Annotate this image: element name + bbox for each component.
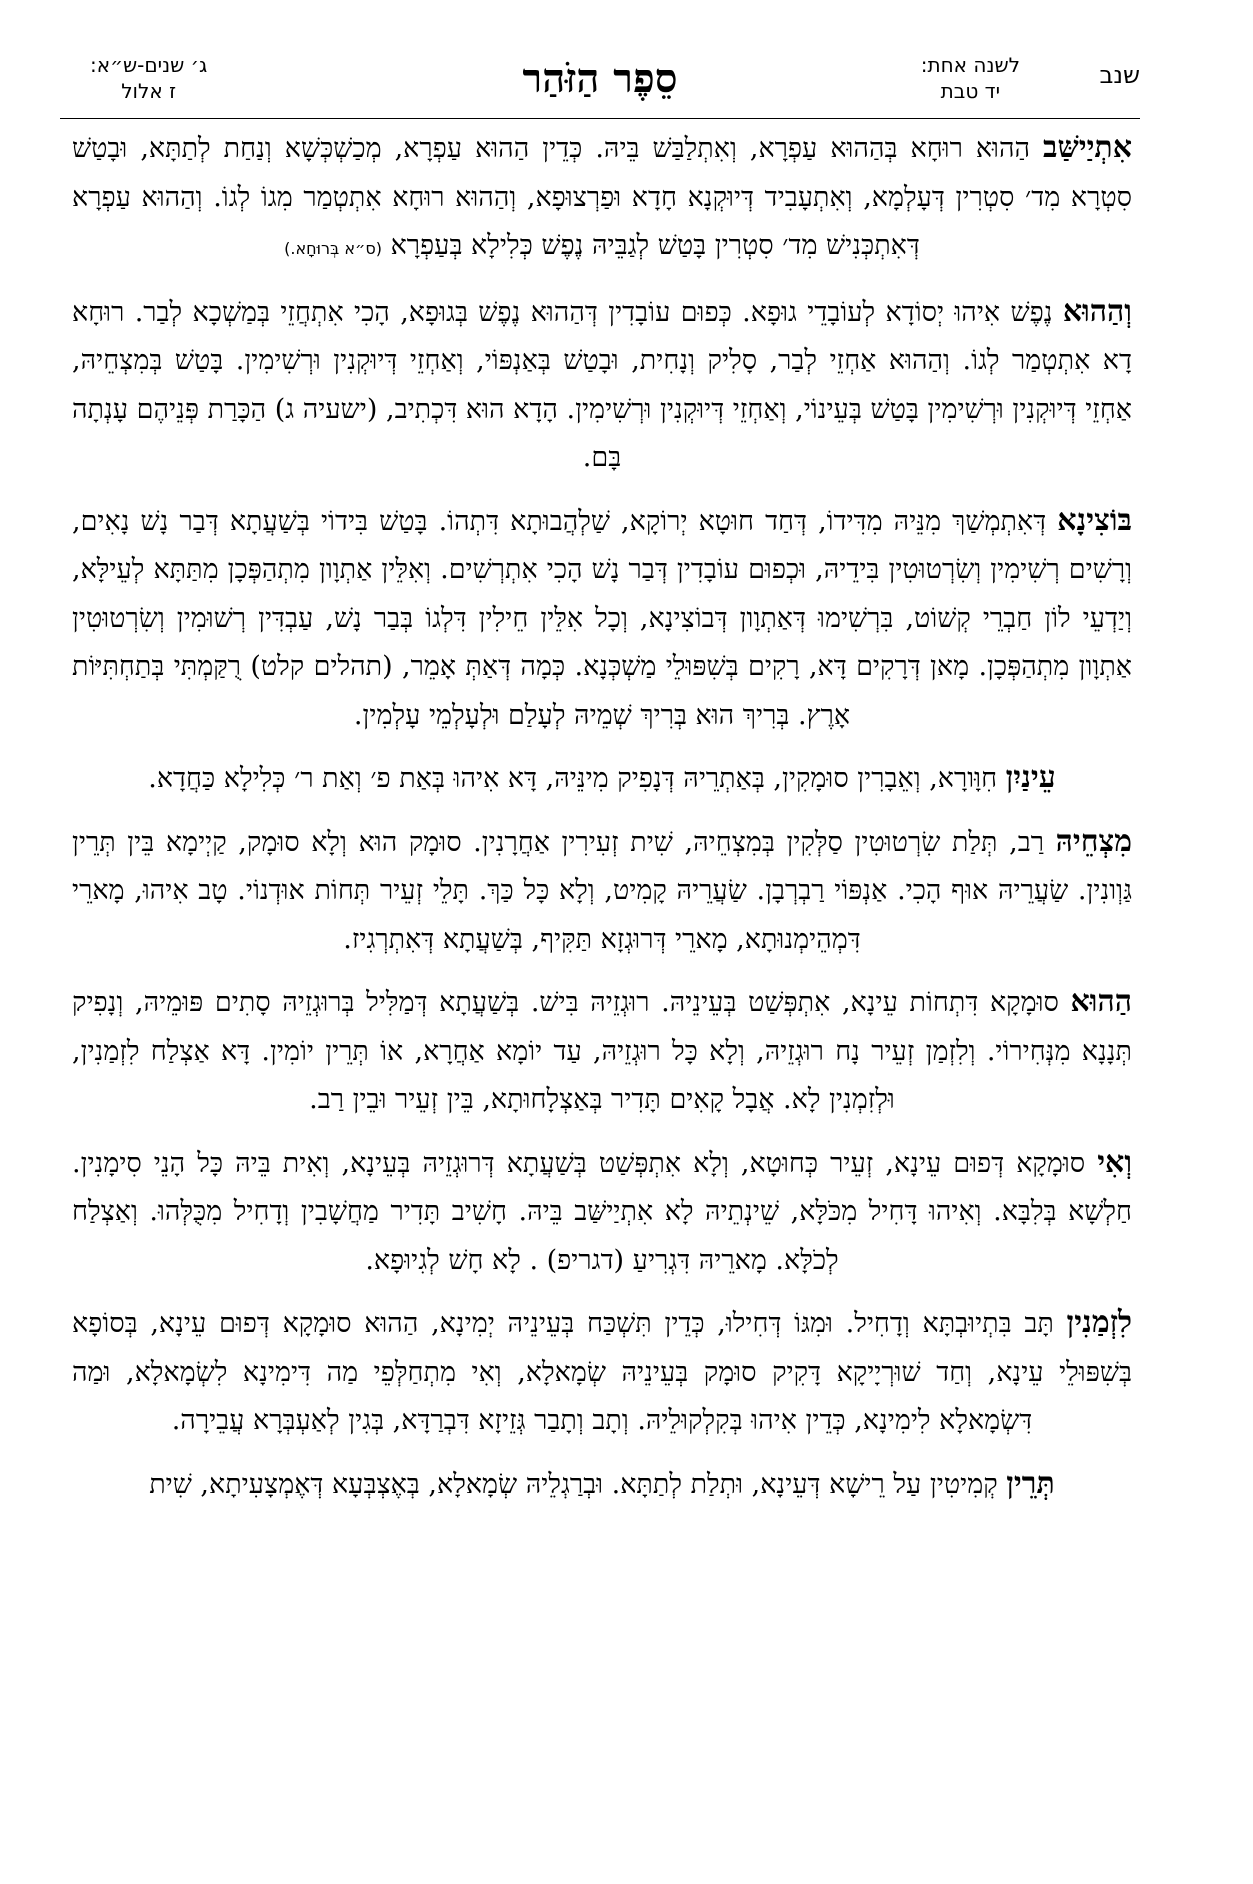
paragraph bbox=[72, 1139, 1132, 1286]
paragraph-text: הַהוּא רוּחָא בְּהַהוּא עַפְרָא, וְאִתְלַבַּשׁ בֵּיהּ. כְּדֵין הַהוּא עַפְרָא, מְכַשְׁכְּשָׁא וְנַחַת לְתַתָּא, וּבָטַשׁ סִטְרָא מִד׳ סִטְרִין דְּעָלְמָא, וְאִתְעָבִיד דְּיוּקְנָא חָדָא וּפַרְצוּפָא, וְהַהוּא רוּחָא אִתְטְמַר מִגוֹ לְגוֹ. וְהַהוּא עַפְרָא דְּאִתְכְּנִישׁ מִד׳ סִטְרִין בָּטַשׁ לְגַבֵּיהּ נֶפֶשׁ כְּלִילָא בְּעַפְרָא bbox=[72, 133, 1132, 261]
paragraph-text: סוּמָקָא דְּפוּם עֵינָא, זְעֵיר כְּחוּטָא, וְלָא אִתְפְּשַׁט בְּשַׁעֲתָא דְּרוּגְזֵיהּ בְּעֵינָא, וְאִית בֵּיהּ כָּל הָנֵי סִימָנִין. חַלְשָׁא בְּלִבָּא. וְאִיהוּ דָּחִיל מִכֹּלָּא, שֵׁינְתֵיהּ לָא אִתְיַישַּׁב בֵּיהּ. חָשִׁיב תָּדִיר מַחֲשָׁבִין וְדָחִיל מִכֻּלְּהוּ. וְאַצְלַח לְכֹלָּא. מָארֵיהּ דִּגְרִיעַ (דגריפ) . לָא חָשׁ לְגִיוּפָא. bbox=[72, 1147, 1132, 1276]
cycle-label: ג׳ שנים-ש״א: bbox=[90, 53, 208, 77]
header-rule bbox=[60, 118, 1140, 119]
paragraph-text: דְּאִתְמְשַׁךְ מִנֵּיהּ מִדִּידוֹ, דְּחַד חוּטָא יְרוֹקָא, שַׁלְהֲבוּתָא דִּתְהוֹ. בָּטַשׁ בִּידוֹי בְּשַׁעֲתָא דְּבַר נָשׁ נָאִים, וְרָשִׁים רְשִׁימִין וְשִׂרְטוּטִין בִּידֵיהּ, וּכְפוּם עוֹבָדִין דְּבַר נָשׁ הָכִי אִתְרְשִׁים. וְאִלֵּין אַתְוָון מִתְהַפְּכָן מִתַּתָּא לְעֵילָּא, וְיַדְעֵי לוֹן חַבְרֵי קְשׁוֹט, בִּרְשִׁימוּ דְּאַתְוָון דְּבוֹצִינָא, וְכָל אִלֵּין חֵילִין דִּלְגוֹ בְּבַר נָשׁ, עַבְדִּין רְשׁוּמִין וְשִׂרְטוּטִין אַתְוָון מִתְהַפְּכָן. מָאן דְּרָקִים דָּא, רָקִים בְּשִׁפּוּלֵי מַשְׁכְּנָא. כְּמָה דְּאַתְּ אָמֵר, (תהלים קלט) רֻקַּמְתִּי בְּתַחְתִּיּוֹת אָרֶץ. בְּרִיךְ הוּא בְּרִיךְ שְׁמֵיהּ לְעָלַם וּלְעָלְמֵי עָלְמִין. bbox=[72, 505, 1132, 731]
paragraph-text: רַב, תְּלַת שִׂרְטוּטִין סַלְּקִין בְּמִצְחֵיהּ, שִׁית זְעִירִין אַחֲרָנִין. סוּמָק הוּא וְלָא סוּמָק, קַיְימָא בֵּין תְּרֵין גַּוְונִין. שַׂעֲרֵיהּ אוּף הָכִי. אַנְפּוֹי רַבְרְבָן. שַׂעֲרֵיהּ קָמִיט, וְלָא כָּל כַּךְ. תָּלֵי זְעֵיר תְּחוֹת אוּדְנוֹי. טָב אִיהוּ, מָארֵי דִּמְהֵימְנוּתָא, מָארֵי דְּרוּגְזָא תַּקִּיף, בְּשַׁעֲתָא דְּאִתְרְגִיז. bbox=[72, 826, 1132, 955]
cycle-date: ז אלול bbox=[121, 79, 177, 103]
book-title: סֵפֶר הַזֹּהַר bbox=[522, 55, 678, 102]
paragraph-lead-word: עֵינַיִן bbox=[1005, 760, 1056, 795]
paragraph-lead-word: וְהַהוּא bbox=[1062, 293, 1132, 329]
paragraph bbox=[72, 754, 1132, 804]
paragraph bbox=[72, 818, 1132, 965]
paragraph-text: חִוָּורָא, וְאֵבָרִין סוּמָקִין, בְּאַתְרֵיהּ דְּנָפִיק מִינֵּיהּ, דָּא אִיהוּ בְּאַת פ׳ וְאַת ר׳ כְּלִילָא כַּחֲדָא. bbox=[148, 763, 1006, 794]
paragraph bbox=[72, 1460, 1132, 1510]
paragraph-text: נֶפֶשׁ אִיהוּ יְסוֹדָא לְעוֹבָדֵי גוּפָא. כְּפוּם עוֹבָדִין דְּהַהוּא נֶפֶשׁ בְּגוּפָא, הָכִי אִתְחֲזֵי בְּמַשְׁכָא לְבַר. רוּחָא דָא אִתְטְמַר לְגוֹ. וְהַהוּא אַחְזֵי לְבַר, סָלִיק וְנָחִית, וּבָטַשׁ בְּאַנְפּוֹי, וְאַחְזֵי דְּיוּקְנִין וּרְשִׁימִין. בָּטַשׁ בְּמִצְחֵיהּ, אַחְזֵי דְּיוּקְנִין וּרְשִׁימִין בָּטַשׁ בְּעֵינוֹי, וְאַחְזֵי דְּיוּקְנִין וּרְשִׁימִין. הָדָא הוּא דִּכְתִיב, (ישעיה ג) הַכָּרַת פְּנֵיהֶם עָנְתָה בָּם. bbox=[72, 296, 1132, 473]
paragraph-lead-word: וְאִי bbox=[1097, 1144, 1132, 1180]
page-number: שנב bbox=[1099, 61, 1140, 89]
paragraph bbox=[72, 288, 1132, 483]
paragraph bbox=[72, 1299, 1132, 1446]
paragraph-text: סוּמָקָא דִּתְחוֹת עֵינָא, אִתְפְּשַׁט בְּעֵינֵיהּ. רוּגְזֵיהּ בִּישׁ. בְּשַׁעֲתָא דְּמַלִּיל בְּרוּגְזֵיהּ סָתִים פּוּמֵיהּ, וְנָפִיק תְּנָנָא מִנְּחִירוֹי. וְלִזְמַן זְעֵיר נָח רוּגְזֵיהּ, וְלָא כָּל רוּגְזֵיהּ, עַד יוֹמָא אַחֲרָא, אוֹ תְּרֵין יוֹמִין. דָּא אַצְלַח לִזְמַנִין, וּלְזִמְנִין לָא. אֲבָל קָאִים תָּדִיר בְּאַצְלָחוּתָא, בֵּין זְעֵיר וּבֵין רַב. bbox=[72, 987, 1132, 1115]
paragraph-lead-word: מִצְחֵיהּ bbox=[1055, 823, 1132, 859]
paragraph-lead-word: אִתְיַישַּׁב bbox=[1043, 130, 1132, 165]
main-text bbox=[72, 124, 1132, 1523]
year-date: יד טבת bbox=[940, 79, 1001, 103]
paragraph-lead-word: לִזְמַנִין bbox=[1066, 1305, 1132, 1340]
paragraph bbox=[72, 978, 1132, 1125]
paragraph bbox=[72, 497, 1132, 741]
page-header bbox=[60, 52, 1140, 118]
paragraph-citation: (ס״א בְּרוּחָא.) bbox=[284, 239, 382, 258]
paragraph-lead-word: בּוֹצִינָא bbox=[1057, 502, 1132, 538]
year-label: לשנה אחת: bbox=[920, 53, 1020, 77]
paragraph bbox=[72, 124, 1132, 274]
paragraph-lead-word: הַהוּא bbox=[1070, 984, 1132, 1019]
paragraph-text: תָּב בִּתְיוּבְתָּא וְדָחִיל. וּמִגּוֹ דְּחִילוּ, כְּדֵין תִּשְׁכַּח בְּעֵינֵיהּ יְמִינָא, הַהוּא סוּמָקָא דְּפוּם עֵינָא, בְּסוֹפָא בְּשִׁפּוּלֵי עֵינָא, וְחַד שׁוּרְיָיקָא דָּקִיק סוּמָק בְּעֵינֵיהּ שְׂמָאלָא, וְאִי מִתְחַלְּפֵי מַה דִּימִינָא לִשְׂמָאלָא, וּמַה דִּשְׂמָאלָא לִימִינָא, כְּדֵין אִיהוּ בְּקִלְקוּלֵיהּ. וְתָב וְתָבַר גְּזֵיזָא דִּבְרַדָּא, בְּגִין לְאַעְבְּרָא עֲבֵירָה. bbox=[72, 1308, 1132, 1436]
paragraph-text: קְמִיטִין עַל רֵישָׁא דְּעֵינָא, וּתְלַת לְתַתָּא. וּבְרַגְלֵיהּ שְׂמָאלָא, בְּאֶצְבְּעָא דְּאֶמְצָעִיתָא, שִׁית bbox=[149, 1468, 1007, 1500]
paragraph-lead-word: תְּרֵין bbox=[1006, 1465, 1055, 1501]
three-year-schedule bbox=[90, 52, 207, 104]
